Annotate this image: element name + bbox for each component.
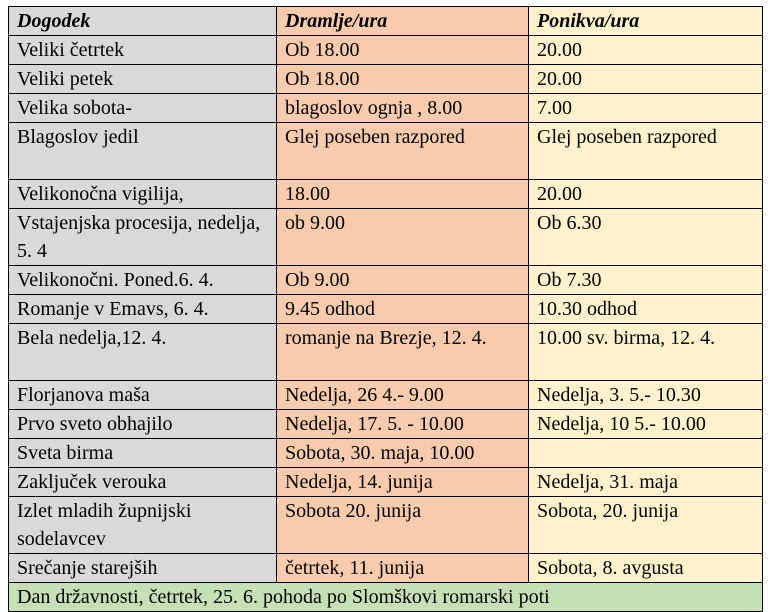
event-cell: Veliki četrtek <box>9 36 277 65</box>
ponikva-cell: 20.00 <box>529 65 763 94</box>
event-cell: Velika sobota- <box>9 94 277 123</box>
event-cell: Velikonočna vigilija, <box>9 180 277 209</box>
dramlje-cell: Sobota, 30. maja, 10.00 <box>277 439 529 468</box>
table-row <box>9 94 763 123</box>
table-row <box>9 324 763 381</box>
event-cell: Florjanova maša <box>9 381 277 410</box>
table-row <box>9 266 763 295</box>
dramlje-cell: Ob 18.00 <box>277 36 529 65</box>
header-event: Dogodek <box>9 7 277 36</box>
dramlje-cell: blagoslov ognja , 8.00 <box>277 94 529 123</box>
event-cell: Izlet mladih župnijski sodelavcev <box>9 497 277 554</box>
footer-row <box>9 583 763 612</box>
table-row <box>9 439 763 468</box>
event-cell: Bela nedelja,12. 4. <box>9 324 277 381</box>
footer-note: Dan državnosti, četrtek, 25. 6. pohoda po Slomškovi romarski poti <box>9 583 763 612</box>
ponikva-cell: Sobota, 20. junija <box>529 497 763 554</box>
dramlje-cell: 9.45 odhod <box>277 295 529 324</box>
event-cell: Vstajenjska procesija, nedelja, 5. 4 <box>9 209 277 266</box>
dramlje-cell: Nedelja, 14. junija <box>277 468 529 497</box>
event-cell: Zaključek verouka <box>9 468 277 497</box>
ponikva-cell: Glej poseben razpored <box>529 123 763 180</box>
ponikva-cell: Nedelja, 10 5.- 10.00 <box>529 410 763 439</box>
ponikva-cell: Ob 7.30 <box>529 266 763 295</box>
ponikva-cell: Nedelja, 3. 5.- 10.30 <box>529 381 763 410</box>
table-row <box>9 65 763 94</box>
table-row <box>9 36 763 65</box>
header-ponikva: Ponikva/ura <box>529 7 763 36</box>
schedule-table <box>8 6 763 612</box>
table-row <box>9 209 763 266</box>
header-row <box>9 7 763 36</box>
table-row <box>9 410 763 439</box>
dramlje-cell: romanje na Brezje, 12. 4. <box>277 324 529 381</box>
table-row <box>9 295 763 324</box>
event-cell: Velikonočni. Poned.6. 4. <box>9 266 277 295</box>
table-row <box>9 468 763 497</box>
ponikva-cell <box>529 439 763 468</box>
dramlje-cell: Sobota 20. junija <box>277 497 529 554</box>
table-row <box>9 381 763 410</box>
dramlje-cell: Nedelja, 17. 5. - 10.00 <box>277 410 529 439</box>
dramlje-cell: Ob 9.00 <box>277 266 529 295</box>
ponikva-cell: 20.00 <box>529 180 763 209</box>
event-cell: Sveta birma <box>9 439 277 468</box>
dramlje-cell: ob 9.00 <box>277 209 529 266</box>
event-cell: Veliki petek <box>9 65 277 94</box>
table-row <box>9 180 763 209</box>
event-cell: Blagoslov jedil <box>9 123 277 180</box>
header-dramlje: Dramlje/ura <box>277 7 529 36</box>
table-row <box>9 554 763 583</box>
event-cell: Srečanje starejših <box>9 554 277 583</box>
table-row <box>9 123 763 180</box>
dramlje-cell: 18.00 <box>277 180 529 209</box>
ponikva-cell: Nedelja, 31. maja <box>529 468 763 497</box>
event-cell: Romanje v Emavs, 6. 4. <box>9 295 277 324</box>
ponikva-cell: 10.30 odhod <box>529 295 763 324</box>
ponikva-cell: 7.00 <box>529 94 763 123</box>
dramlje-cell: četrtek, 11. junija <box>277 554 529 583</box>
ponikva-cell: 20.00 <box>529 36 763 65</box>
event-cell: Prvo sveto obhajilo <box>9 410 277 439</box>
dramlje-cell: Glej poseben razpored <box>277 123 529 180</box>
ponikva-cell: 10.00 sv. birma, 12. 4. <box>529 324 763 381</box>
ponikva-cell: Ob 6.30 <box>529 209 763 266</box>
table-row <box>9 497 763 554</box>
dramlje-cell: Nedelja, 26 4.- 9.00 <box>277 381 529 410</box>
ponikva-cell: Sobota, 8. avgusta <box>529 554 763 583</box>
dramlje-cell: Ob 18.00 <box>277 65 529 94</box>
